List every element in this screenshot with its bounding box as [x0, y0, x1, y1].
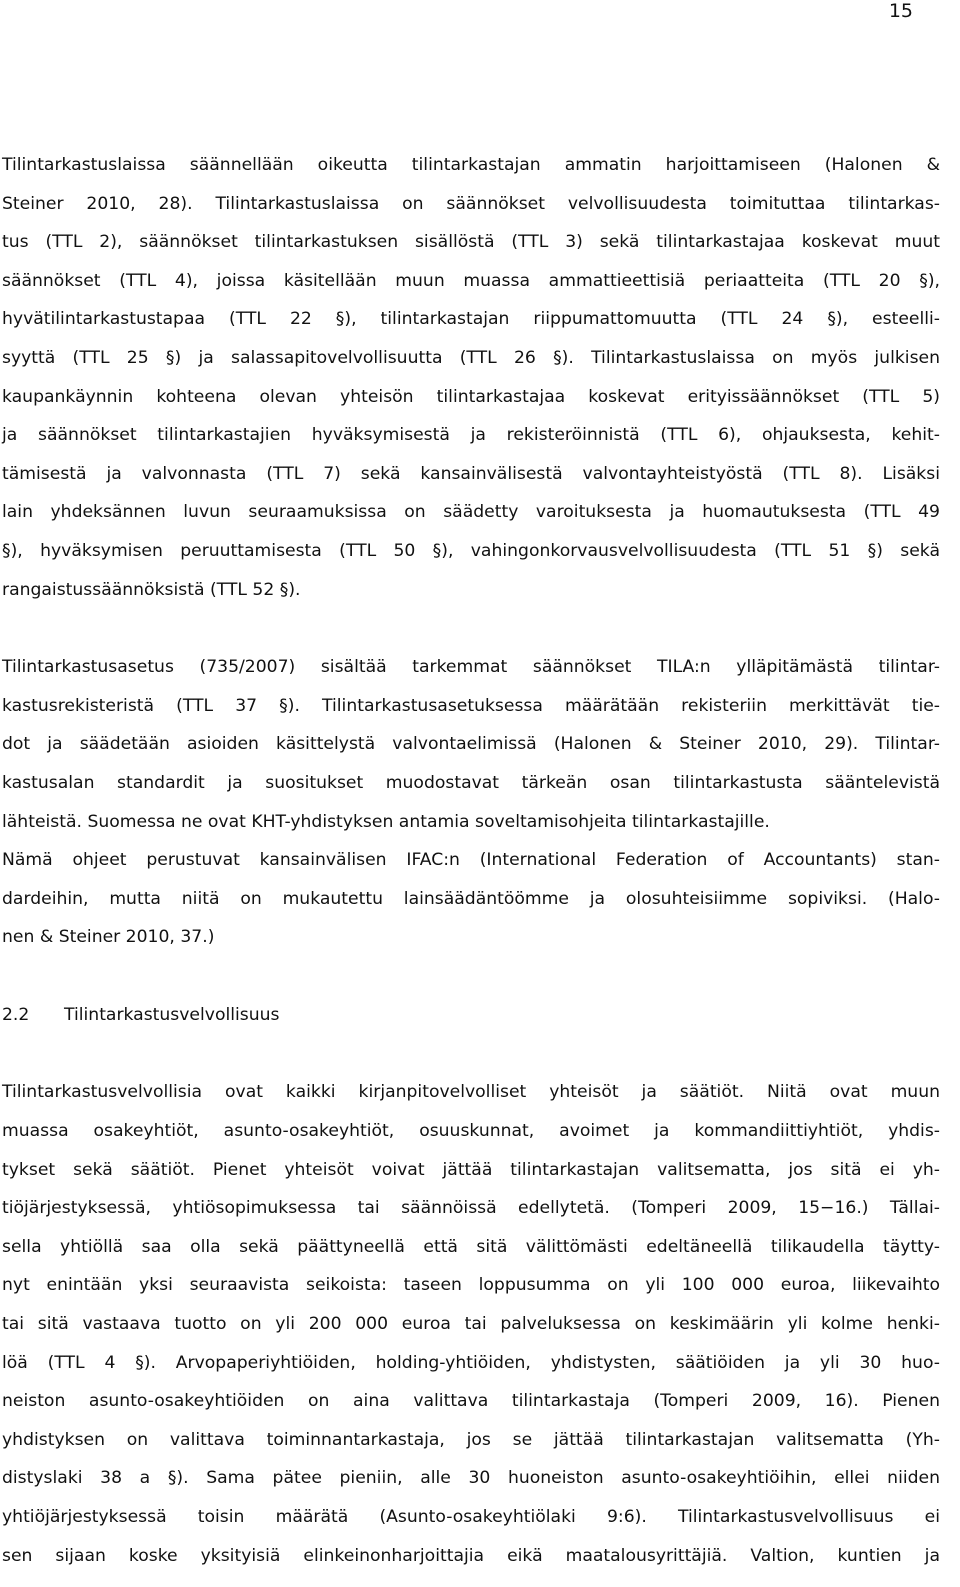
text-line: säännökset (TTL 4), joissa käsitellään muun muassa ammattieettisiä periaatteita (TTL 20 §), [2, 270, 940, 291]
text-line: nyt enintään yksi seuraavista seikoista: taseen loppusumma on yli 100 000 euroa, liikevaihto [2, 1275, 940, 1296]
text-line: Steiner 2010, 28). Tilintarkastuslaissa on säännökset velvollisuudesta toimituttaa tilintarkas- [2, 193, 940, 214]
text-line: Tilintarkastusvelvollisia ovat kaikki kirjanpitovelvolliset yhteisöt ja säätiöt. Niitä ovat muun [2, 1082, 940, 1103]
text-line: Nämä ohjeet perustuvat kansainvälisen IFAC:n (International Federation of Accountants) stan- [2, 850, 940, 871]
text-line: nen & Steiner 2010, 37.) [2, 927, 215, 948]
paragraph-1 [2, 146, 940, 609]
text-line: tykset sekä säätiöt. Pienet yhteisöt voivat jättää tilintarkastajan valitsematta, jos sitä ei yh- [2, 1159, 940, 1180]
text-line: Tilintarkastuslaissa säännellään oikeutta tilintarkastajan ammatin harjoittamiseen (Halonen & [2, 155, 940, 175]
text-line: neiston asunto-osakeyhtiöiden on aina valittava tilintarkastaja (Tomperi 2009, 16). Pienen [2, 1391, 940, 1412]
paragraph-3 [2, 1073, 940, 1575]
text-line: hyvätilintarkastustapaa (TTL 22 §), tilintarkastajan riippumattomuutta (TTL 24 §), esteelli- [2, 309, 940, 330]
text-line: muassa osakeyhtiöt, asunto-osakeyhtiöt, osuuskunnat, avoimet ja kommandiittiyhtiöt, yhdis- [2, 1121, 940, 1142]
text-line: sen sijaan koske yksityisiä elinkeinonharjoittajia eikä maatalousyrittäjiä. Valtion, kuntien ja [2, 1545, 940, 1566]
page-number: 15 [888, 0, 913, 22]
text-line: lain yhdeksännen luvun seuraamuksissa on säädetty varoituksesta ja huomautuksesta (TTL 49 [2, 502, 940, 523]
text-line: tus (TTL 2), säännökset tilintarkastuksen sisällöstä (TTL 3) sekä tilintarkastajaa koskevat muut [2, 232, 940, 253]
text-line: yhdistyksen on valittava toiminnantarkastaja, jos se jättää tilintarkastajan valitsematta (Yh- [2, 1429, 940, 1450]
text-line: kaupankäynnin kohteena olevan yhteisön tilintarkastajaa koskevat erityissäännökset (TTL 5) [2, 386, 940, 407]
section-heading [2, 996, 940, 1035]
text-line: tai sitä vastaava tuotto on yli 200 000 euroa tai palveluksessa on keskimäärin yli kolme henki- [2, 1314, 940, 1335]
text-line: kastusrekisteristä (TTL 37 §). Tilintarkastusasetuksessa määrätään rekisteriin merkittävät tie- [2, 695, 940, 716]
text-line: ja säännökset tilintarkastajien hyväksymisestä ja rekisteröinnistä (TTL 6), ohjauksesta, kehit- [2, 425, 940, 446]
text-line: sella yhtiöllä saa olla sekä päättyneellä että sitä välittömästi edeltäneellä tilikaudella täytty- [2, 1236, 940, 1257]
text-line: §), hyväksymisen peruuttamisesta (TTL 50 §), vahingonkorvausvelvollisuudesta (TTL 51 §) sekä [2, 540, 940, 561]
text-line: dot ja säädetään asioiden käsittelystä valvontaelimissä (Halonen & Steiner 2010, 29). Tilintar- [2, 734, 940, 755]
text-line: syyttä (TTL 25 §) ja salassapitovelvollisuutta (TTL 26 §). Tilintarkastuslaissa on myös julkisen [2, 347, 940, 368]
text-line: kastusalan standardit ja suositukset muodostavat tärkeän osan tilintarkastusta sääntelevistä [2, 772, 940, 793]
paragraph-2 [2, 648, 940, 957]
text-line: yhtiöjärjestyksessä toisin määrätä (Asunto-osakeyhtiölaki 9:6). Tilintarkastusvelvollisuus ei [2, 1507, 940, 1527]
text-line: lähteistä. Suomessa ne ovat KHT-yhdistyksen antamia soveltamisohjeita tilintarkastajille. [2, 811, 770, 832]
text-line: tiöjärjestyksessä, yhtiösopimuksessa tai säännöissä edellytetä. (Tomperi 2009, 15−16.) Tällai- [2, 1198, 940, 1219]
text-line: Tilintarkastusasetus (735/2007) sisältää tarkemmat säännökset TILA:n ylläpitämästä tilintar- [2, 657, 940, 678]
text-line: dardeihin, mutta niitä on mukautettu lainsäädäntöömme ja olosuhteisiimme sopiviksi. (Halo- [2, 888, 940, 909]
section-title: Tilintarkastusvelvollisuus [64, 1004, 280, 1025]
text-line: löä (TTL 4 §). Arvopaperiyhtiöiden, holding-yhtiöiden, yhdistysten, säätiöiden ja yli 30 huo- [2, 1352, 940, 1373]
text-line: tämisestä ja valvonnasta (TTL 7) sekä kansainvälisestä valvontayhteistyöstä (TTL 8). Lisäksi [2, 463, 940, 484]
section-number: 2.2 [2, 1004, 30, 1025]
text-line: rangaistussäännöksistä (TTL 52 §). [2, 579, 301, 600]
text-line: distyslaki 38 a §). Sama pätee pieniin, alle 30 huoneiston asunto-osakeyhtiöihin, ellei niiden [2, 1468, 940, 1489]
page-body [2, 146, 940, 1575]
